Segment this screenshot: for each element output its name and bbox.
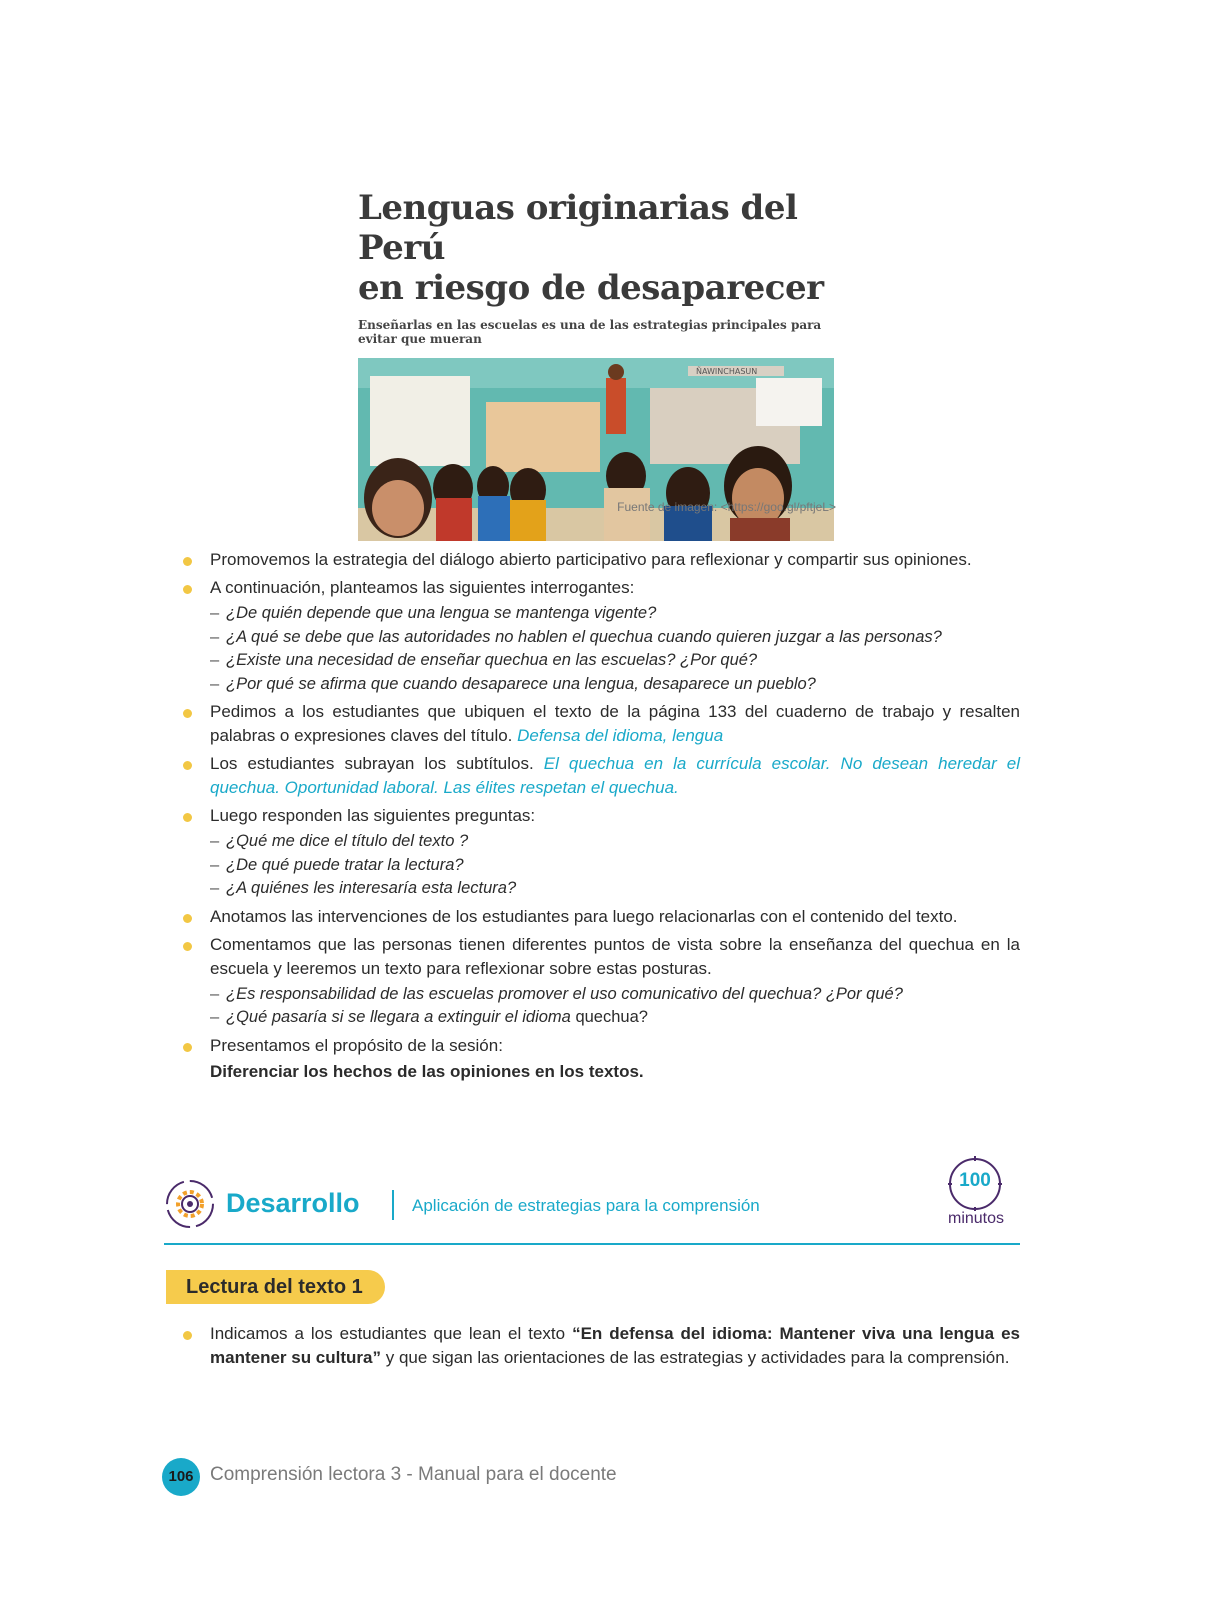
list-item: A continuación, planteamos las siguientes interrogantes: – ¿De quién depende que una lengua se mantenga vigente? – ¿A qué se debe que las autoridades no hablen el quechua cuando quieren juzgar a las personas? – ¿Existe una necesidad de enseñar quechua en las escuelas? ¿Por qué? – ¿Por qué se afirma que cuando desaparece una lengua, desaparece un pueblo? bbox=[182, 576, 1020, 696]
divider bbox=[392, 1190, 394, 1220]
question-item: – ¿Es responsabilidad de las escuelas promover el uso comunicativo del quechua? ¿Por qué? bbox=[210, 984, 903, 1003]
activity-list bbox=[182, 548, 1020, 1084]
expected-answer: El quechua en la currícula escolar. No desean heredar el quechua. Oportunidad laboral. Las élites respetan el quechua. bbox=[210, 754, 1021, 797]
board-text: ÑAWINCHASUN bbox=[696, 367, 758, 376]
list-item: Anotamos las intervenciones de los estudiantes para luego relacionarlas con el contenido del texto. bbox=[182, 905, 1020, 929]
clipping-title: Lenguas originarias del Perú en riesgo de desaparecer bbox=[358, 188, 824, 308]
list-item: Los estudiantes subrayan los subtítulos. El quechua en la currícula escolar. No desean heredar el quechua. Oportunidad laboral. Las élites respetan el quechua. bbox=[182, 752, 1020, 800]
question-item: – ¿De quién depende que una lengua se mantenga vigente? bbox=[210, 604, 657, 622]
newspaper-clipping bbox=[358, 188, 834, 541]
duration-unit: minutos bbox=[947, 1210, 1005, 1227]
clipping-subtitle: Enseñarlas en las escuelas es una de las estrategias principales para evitar que mueran bbox=[358, 318, 822, 346]
reading-instructions bbox=[182, 1322, 1020, 1374]
page-number: 106 bbox=[162, 1458, 200, 1496]
question-item: – ¿De qué puede tratar la lectura? bbox=[210, 855, 464, 874]
question-item: – ¿A quiénes les interesaría esta lectura? bbox=[210, 879, 517, 897]
question-item: – ¿Por qué se afirma que cuando desaparece una lengua, desaparece un pueblo? bbox=[210, 674, 816, 693]
question-item: – ¿Qué pasaría si se llegara a extinguir el idioma quechua? bbox=[210, 1008, 648, 1026]
footer-title: Comprensión lectora 3 - Manual para el docente bbox=[210, 1464, 617, 1485]
text-title: “En defensa del idioma: Mantener viva una lengua es mantener su cultura” bbox=[210, 1324, 1020, 1367]
section-title: Desarrollo bbox=[226, 1188, 360, 1218]
list-item: Presentamos el propósito de la sesión: bbox=[182, 1034, 1020, 1058]
question-list bbox=[210, 830, 1020, 901]
section-subtitle: Aplicación de estrategias para la comprensión bbox=[412, 1196, 760, 1215]
subsection-tag: Lectura del texto 1 bbox=[166, 1270, 385, 1304]
question-list bbox=[210, 983, 1020, 1030]
question-list bbox=[210, 602, 1020, 696]
section-header bbox=[164, 1152, 1020, 1246]
list-item: Promovemos la estrategia del diálogo abierto participativo para reflexionar y compartir sus opiniones. bbox=[182, 548, 1020, 572]
question-item: – ¿Existe una necesidad de enseñar quechua en las escuelas? ¿Por qué? bbox=[210, 651, 758, 669]
question-item: – ¿A qué se debe que las autoridades no hablen el quechua cuando quieren juzgar a las personas? bbox=[210, 627, 942, 646]
list-item: Comentamos que las personas tienen diferentes puntos de vista sobre la enseñanza del quechua en la escuela y leeremos un texto para reflexionar sobre estas posturas. – ¿Es responsabilidad de las escuelas promover el uso comunicativo del quechua? ¿Por qué? – ¿Qué pasaría si se llegara a extinguir el idioma quechua? bbox=[182, 933, 1020, 1030]
image-source-caption: Fuente de imagen: <https://goo.gl/pftjeL> bbox=[617, 500, 836, 514]
list-item: Indicamos a los estudiantes que lean el texto “En defensa del idioma: Mantener viva una lengua es mantener su cultura” y que sigan las orientaciones de las estrategias y actividades para la comprensión. bbox=[182, 1322, 1020, 1370]
section-rule bbox=[164, 1243, 1020, 1245]
gear-cycle-icon bbox=[164, 1178, 216, 1230]
expected-answer: Defensa del idioma, lengua bbox=[517, 726, 724, 745]
session-purpose: Diferenciar los hechos de las opiniones en los textos. bbox=[210, 1061, 644, 1081]
list-item: Pedimos a los estudiantes que ubiquen el texto de la página 133 del cuaderno de trabajo y resalten palabras o expresiones claves del título. Defensa del idioma, lengua bbox=[182, 700, 1020, 748]
duration-value: 100 bbox=[959, 1170, 991, 1191]
question-item: – ¿Qué me dice el título del texto ? bbox=[210, 832, 469, 850]
list-item: Luego responden las siguientes preguntas: – ¿Qué me dice el título del texto ? – ¿De qué puede tratar la lectura? – ¿A quiénes les interesaría esta lectura? bbox=[182, 804, 1020, 901]
